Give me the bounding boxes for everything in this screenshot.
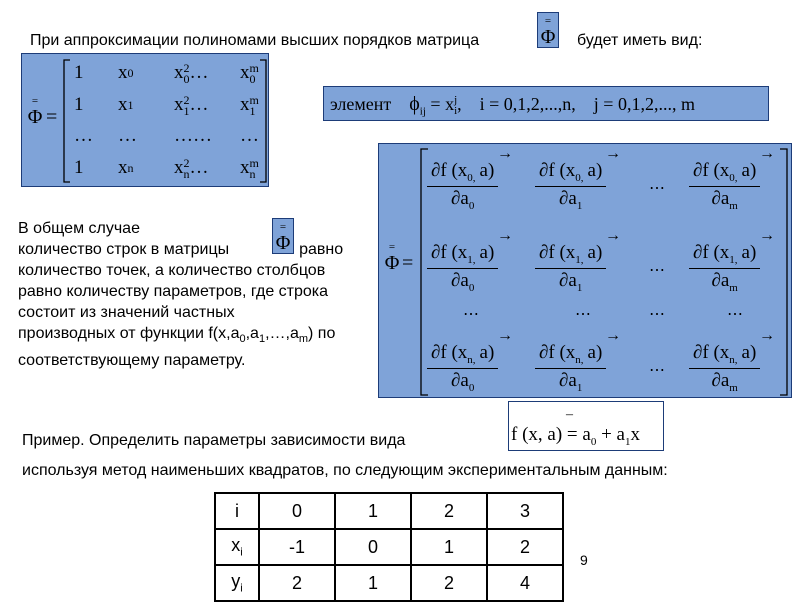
table-row bbox=[215, 493, 563, 529]
matrix1-cell: …… bbox=[174, 125, 212, 146]
matrix-brackets bbox=[62, 58, 268, 184]
table-cell: 2 bbox=[259, 565, 335, 601]
example-line2: используя метод наименьших квадратов, по следующим экспериментальным данным: bbox=[22, 462, 668, 479]
partial-derivative-matrix: = Φ = → $\frac{\partial f (x_{0,} a)}{\partial a_0}$ → $\frac{\partial f (x_{0,} a)}{\partial a_1}$ ⋯ → $\frac{\partial f (x_{0,} a)}{\partial a_m}$ → $\frac{\partial f (x_{1,} a)}{\partial a_0}$ → $\frac{\partial f (x_{1,} a)}{\partial a_1}$ ⋯ → $\frac{\partial f (x_{1,} a)}{\partial a_m}$ ⋯ ⋯ ⋯ ⋯ → $\frac{\partial f (x_{n,} a)}{\partial a_0}$ → $\frac{\partial f (x_{n,} a)}{\partial a_1}$ ⋯ → $\frac{\partial f (x_{n,} a)}{\partial a_m}$ bbox=[378, 143, 792, 398]
matrix2-dots: ⋯ bbox=[649, 262, 665, 279]
general-description: В общем случае количество строк в матрицы равно количество точек, а количество столбцов равно количеству параметров, где строка состоит из значений частных производных от функции $f(x,a_0,a_1,\dots,a_m)$ по соответствующему параметру. bbox=[18, 220, 344, 370]
phi-matrix-symbol: = Φ bbox=[537, 12, 559, 48]
table-row-header: $y_i$ bbox=[215, 565, 259, 601]
matrix1-cell: x m 0 bbox=[240, 60, 259, 86]
matrix2-cell: → $\frac{\partial f (x_{n,} a)}{\partial a_m}$ bbox=[689, 330, 789, 394]
table-cell: 1 bbox=[335, 565, 411, 601]
matrix2-cell: → $\frac{\partial f (x_{n,} a)}{\partial a_1}$ bbox=[535, 330, 635, 394]
table-cell: 0 bbox=[259, 493, 335, 529]
matrix1-cell: x 2 n … bbox=[174, 155, 209, 181]
matrix1-cell: x 2 1 … bbox=[174, 92, 209, 118]
matrix2-dots: ⋯ bbox=[649, 180, 665, 197]
table-cell: 3 bbox=[487, 493, 563, 529]
example-formula: – f (x, $a) = a_0 + a_1x$ bbox=[508, 401, 664, 451]
table-row-header: $x_i$ bbox=[215, 529, 259, 565]
page-number: 9 bbox=[580, 552, 588, 568]
matrix1-cell: … bbox=[118, 125, 137, 146]
table-cell: -1 bbox=[259, 529, 335, 565]
matrix1-cell: … bbox=[74, 125, 93, 146]
table-row-header: i bbox=[215, 493, 259, 529]
matrix2-cell: → $\frac{\partial f (x_{0,} a)}{\partial a_0}$ bbox=[427, 148, 527, 212]
intro-text: При аппроксимации полиномами высших порядков матрица bbox=[30, 32, 480, 49]
matrix1-cell: x m n bbox=[240, 155, 259, 181]
table-cell: 1 bbox=[335, 493, 411, 529]
table-cell: 4 bbox=[487, 565, 563, 601]
matrix1-cell: 1 bbox=[74, 94, 84, 115]
table-cell: 2 bbox=[411, 493, 487, 529]
matrix1-cell: 1 bbox=[74, 157, 84, 178]
table-cell: 1 bbox=[411, 529, 487, 565]
polynomial-matrix: = Φ = 1 x 0 x 2 0 … x m 0 1 x 1 x 2 1 … x m 1 … … …… … 1 x n x 2 n … x m n bbox=[21, 53, 269, 187]
table-row bbox=[215, 565, 563, 601]
intro-text-end: будет иметь вид: bbox=[577, 32, 703, 49]
matrix1-cell: x 2 0 … bbox=[174, 60, 209, 86]
table-row bbox=[215, 529, 563, 565]
matrix2-cell: → $\frac{\partial f (x_{0,} a)}{\partial a_m}$ bbox=[689, 148, 789, 212]
experimental-data-table bbox=[214, 492, 564, 602]
table-cell: 2 bbox=[487, 529, 563, 565]
example-label: Пример. Определить параметры зависимости вида bbox=[22, 432, 406, 449]
matrix1-cell: 1 bbox=[74, 62, 84, 83]
table-cell: 0 bbox=[335, 529, 411, 565]
matrix2-cell: → $\frac{\partial f (x_{1,} a)}{\partial a_0}$ bbox=[427, 230, 527, 294]
matrix1-cell: x n bbox=[118, 157, 134, 178]
phi-matrix-symbol-inline: = Φ bbox=[272, 218, 294, 254]
matrix2-cell: → $\frac{\partial f (x_{0,} a)}{\partial a_1}$ bbox=[535, 148, 635, 212]
matrix1-cell: x 0 bbox=[118, 62, 134, 83]
matrix2-cell: → $\frac{\partial f (x_{1,} a)}{\partial a_1}$ bbox=[535, 230, 635, 294]
matrix2-cell: → $\frac{\partial f (x_{1,} a)}{\partial a_m}$ bbox=[689, 230, 789, 294]
matrix2-cell: → $\frac{\partial f (x_{n,} a)}{\partial a_0}$ bbox=[427, 330, 527, 394]
matrix1-cell: x 1 bbox=[118, 94, 134, 115]
element-definition: элемент $\phi_{ij} = x$ j i , i = 0,1,2,...,n, j = 0,1,2,..., m bbox=[323, 86, 769, 121]
matrix1-cell: x m 1 bbox=[240, 92, 259, 118]
matrix2-dots: ⋯ bbox=[649, 362, 665, 379]
matrix1-cell: … bbox=[240, 125, 259, 146]
table-cell: 2 bbox=[411, 565, 487, 601]
